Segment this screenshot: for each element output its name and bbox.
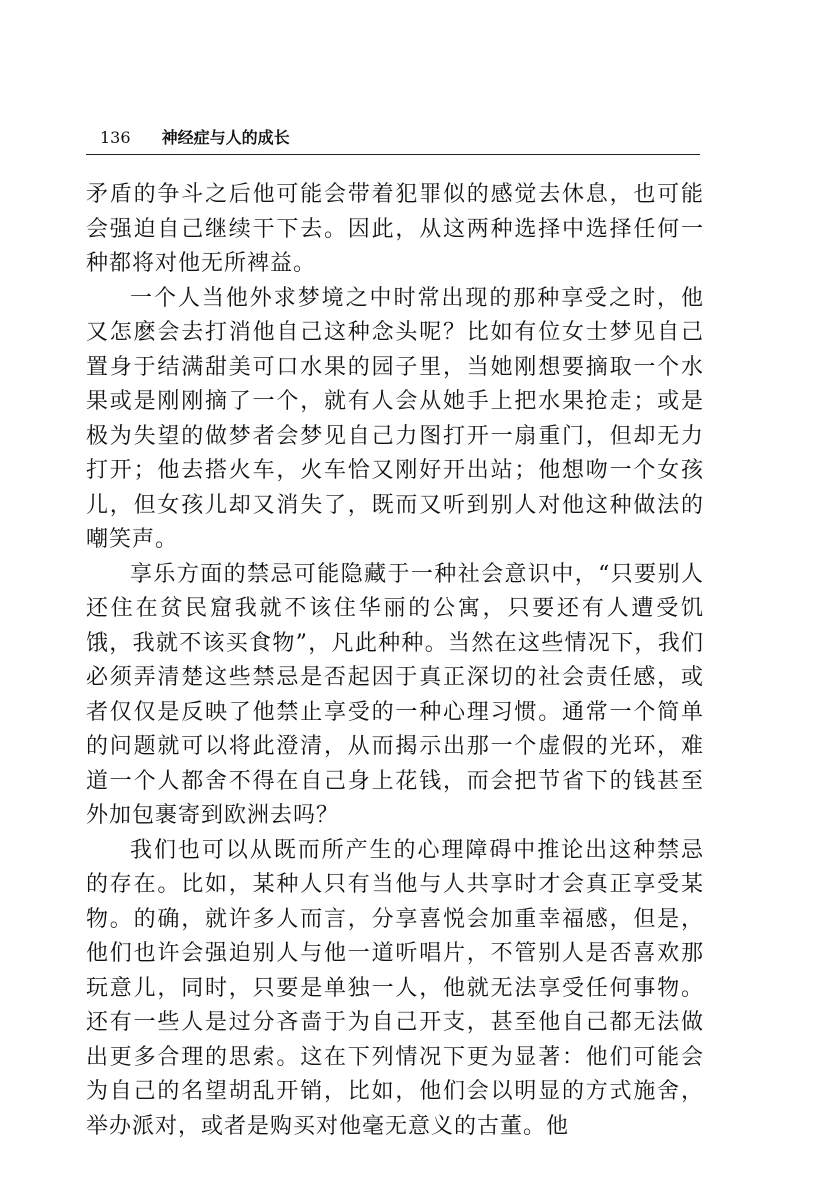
paragraph-continuation: 矛盾的争斗之后他可能会带着犯罪似的感觉去休息，也可能会强迫自己继续干下去。因此，从这两种选择中选择任何一种都将对他无所裨益。 <box>86 182 704 276</box>
paragraph: 享乐方面的禁忌可能隐藏于一种社会意识中，“只要别人还住在贫民窟我就不该住华丽的公寓，只要还有人遭受饥饿，我就不该买食物”，凡此种种。当然在这些情况下，我们必须弄清楚这些禁忌是否起因于真正深切的社会责任感，或者仅仅是反映了他禁止享受的一种心理习惯。通常一个简单的问题就可以将此澄清，从而揭示出那一个虚假的光环，难道一个人都舍不得在自己身上花钱，而会把节省下的钱甚至外加包裹寄到欧洲去吗？ <box>86 561 704 828</box>
paragraph: 我们也可以从既而所产生的心理障碍中推论出这种禁忌的存在。比如，某种人只有当他与人共享时才会真正享受某物。的确，就许多人而言，分享喜悦会加重幸福感，但是，他们也许会强迫别人与他一道听唱片，不管别人是否喜欢那玩意儿，同时，只要是单独一人，他就无法享受任何事物。还有一些人是过分吝啬于为自己开支，甚至他自己都无法做出更多合理的思索。这在下列情况下更为显著：他们可能会为自己的名望胡乱开销，比如，他们会以明显的方式施舍，举办派对，或者是购买对他毫无意义的古董。他 <box>86 837 704 1139</box>
book-title: 神经症与人的成长 <box>161 128 290 147</box>
body-text <box>86 178 704 1144</box>
running-head <box>100 124 700 154</box>
header-rule <box>86 154 700 155</box>
paragraph: 一个人当他外求梦境之中时常出现的那种享受之时，他又怎麽会去打消他自己这种念头呢？比如有位女士梦见自己置身于结满甜美可口水果的园子里，当她刚想要摘取一个水果或是刚刚摘了一个，就有人会从她手上把水果抢走；或是极为失望的做梦者会梦见自己力图打开一扇重门，但却无力打开；他去搭火车，火车恰又刚好开出站；他想吻一个女孩儿，但女孩儿却又消失了，既而又听到别人对他这种做法的嘲笑声。 <box>86 285 704 552</box>
page-number: 136 <box>100 128 131 147</box>
